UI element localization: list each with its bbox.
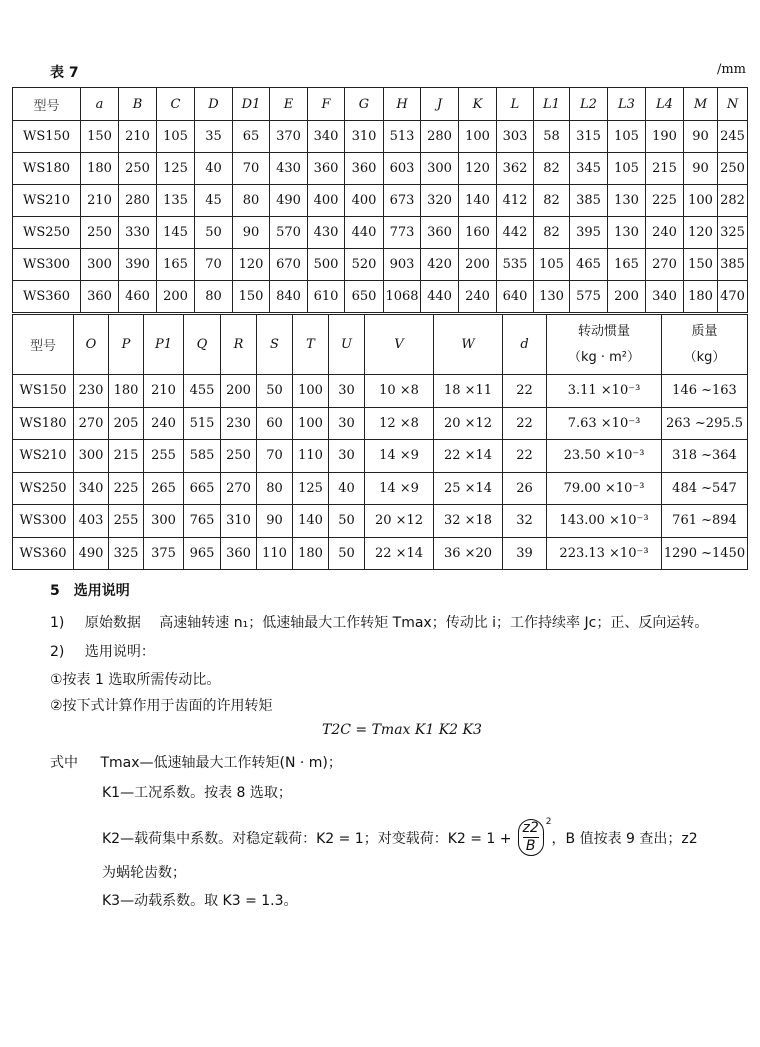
column-header: S [257,315,293,375]
table-cell: 460 [119,281,157,313]
table-cell: 300 [81,249,119,281]
table-cell: 840 [270,281,308,313]
table-cell: 80 [195,281,233,313]
table-cell: 385 [718,249,748,281]
table-cell: 22 [503,440,547,473]
table-cell: 440 [345,217,384,249]
model-cell: WS300 [13,505,74,538]
table-cell: 14 ×9 [365,440,434,473]
table-cell: 22 [503,375,547,408]
column-header: d [503,315,547,375]
table-cell: 22 ×14 [434,440,503,473]
table-cell: 12 ×8 [365,407,434,440]
table-cell: 270 [221,472,257,505]
table-cell: 200 [221,375,257,408]
table-cell: 70 [257,440,293,473]
column-header: H [384,88,421,121]
header-inertia-label: 转动惯量 [577,323,630,339]
table-cell: 520 [345,249,384,281]
table-cell: 40 [329,472,365,505]
table-cell: 360 [81,281,119,313]
column-header: Q [184,315,221,375]
table-cell: 200 [157,281,195,313]
column-header: T [293,315,329,375]
table-cell: 32 ×18 [434,505,503,538]
table-cell: 130 [608,217,646,249]
table-cell: 70 [233,153,270,185]
fraction-denominator: B [525,838,536,854]
table-cell: 145 [157,217,195,249]
table-cell: 240 [459,281,497,313]
column-header: U [329,315,365,375]
definition-tmax [50,752,342,772]
table-cell: 110 [293,440,329,473]
column-header: a [81,88,119,121]
column-header: L [497,88,534,121]
table-cell: 240 [144,407,184,440]
table-cell: 765 [184,505,221,538]
table-cell: 490 [74,537,109,570]
table-cell: 120 [459,153,497,185]
definition-k2-text: K2—载荷集中系数。对稳定载荷：K2 = 1；对变载荷：K2 = 1 + [102,830,512,847]
table-cell: 180 [684,281,718,313]
table-cell: 23.50 ×10⁻³ [547,440,662,473]
table-cell: 25 ×14 [434,472,503,505]
table-cell: 150 [81,121,119,153]
table-cell: 300 [421,153,459,185]
table-cell: 20 ×12 [365,505,434,538]
table-cell: 90 [257,505,293,538]
table-cell: 50 [257,375,293,408]
table-cell: 535 [497,249,534,281]
table-cell: 100 [459,121,497,153]
table-cell: 82 [534,153,570,185]
table-cell: 370 [270,121,308,153]
table-cell: 215 [646,153,684,185]
table-cell: 22 ×14 [365,537,434,570]
table-cell: 470 [718,281,748,313]
table-cell: 215 [109,440,144,473]
header-inertia-unit: （kg · m²） [567,349,641,365]
item-2 [50,641,155,661]
table-cell: 250 [718,153,748,185]
table-cell: 430 [270,153,308,185]
column-header: J [421,88,459,121]
model-cell: WS250 [13,217,81,249]
table-cell: 362 [497,153,534,185]
table-cell: 400 [308,185,345,217]
table-cell: 300 [74,440,109,473]
table-cell: 360 [308,153,345,185]
table-cell: 7.63 ×10⁻³ [547,407,662,440]
table-cell: 70 [195,249,233,281]
item-2-number: 2) [50,644,65,660]
item-1-text: 高速轴转速 n₁；低速轴最大工作转矩 Tmax；传动比 i；工作持续率 Jc；正、反向运转。 [159,615,709,631]
table-cell: 570 [270,217,308,249]
table-cell: 130 [534,281,570,313]
table-cell: 32 [503,505,547,538]
table-cell: 160 [459,217,497,249]
table-cell: 484 ~547 [662,472,748,505]
definition-k1: K1—工况系数。按表 8 选取； [102,785,292,801]
column-header: M [684,88,718,121]
table-cell: 325 [109,537,144,570]
table-cell: 375 [144,537,184,570]
header-model: 型号 [13,315,74,375]
table-cell: 310 [221,505,257,538]
table-cell: 1290 ~1450 [662,537,748,570]
column-header: O [74,315,109,375]
column-header: C [157,88,195,121]
column-header: W [434,315,503,375]
unit-label: /mm [716,62,746,77]
table-cell: 165 [608,249,646,281]
header-mass-label: 质量 [691,323,718,339]
table-cell: 670 [270,249,308,281]
definition-z2: 为蜗轮齿数； [102,865,186,881]
table-cell: 500 [308,249,345,281]
where-label: 式中 [50,755,78,771]
table-caption: 表 7 [50,65,79,81]
dimensions-table-2 [12,314,748,570]
table-cell: 140 [459,185,497,217]
table-cell: 90 [233,217,270,249]
column-header: D1 [233,88,270,121]
header-model: 型号 [13,88,81,121]
column-header: L1 [534,88,570,121]
model-cell: WS300 [13,249,81,281]
table-cell: 20 ×12 [434,407,503,440]
table-cell: 65 [233,121,270,153]
table-cell: 395 [570,217,608,249]
table-cell: 340 [646,281,684,313]
table-cell: 100 [293,375,329,408]
table-cell: 50 [329,537,365,570]
item-2-label: 选用说明： [84,644,155,660]
table-cell: 240 [646,217,684,249]
table-cell: 385 [570,185,608,217]
k2-fraction [518,819,544,856]
table-cell: 30 [329,407,365,440]
table-cell: 90 [684,153,718,185]
definition-k2-tail: ，B 值按表 9 查出；z2 [551,830,698,847]
table-row [13,505,748,538]
table-cell: 105 [608,153,646,185]
table-cell: 130 [608,185,646,217]
table-cell: 412 [497,185,534,217]
table-cell: 673 [384,185,421,217]
table-cell: 430 [308,217,345,249]
table-cell: 320 [421,185,459,217]
step-2: ②按下式计算作用于齿面的许用转矩 [50,698,273,714]
table-cell: 318 ~364 [662,440,748,473]
model-cell: WS210 [13,440,74,473]
table-cell: 80 [233,185,270,217]
section-title: 5 选用说明 [50,583,130,599]
table-cell: 490 [270,185,308,217]
table-cell: 610 [308,281,345,313]
table-cell: 345 [570,153,608,185]
table-row [13,249,748,281]
table-cell: 50 [195,217,233,249]
column-header: K [459,88,497,121]
table-cell: 143.00 ×10⁻³ [547,505,662,538]
table-cell: 210 [144,375,184,408]
table-cell: 255 [144,440,184,473]
table-cell: 225 [646,185,684,217]
torque-formula: T2C = Tmax K1 K2 K3 [322,722,482,738]
column-header: V [365,315,434,375]
model-cell: WS360 [13,281,81,313]
table-cell: 3.11 ×10⁻³ [547,375,662,408]
table-cell: 82 [534,217,570,249]
table-cell: 230 [74,375,109,408]
model-cell: WS360 [13,537,74,570]
table-cell: 340 [74,472,109,505]
table-cell: 30 [329,375,365,408]
table-cell: 325 [718,217,748,249]
table-cell: 30 [329,440,365,473]
column-header: L4 [646,88,684,121]
table-cell: 100 [684,185,718,217]
table-cell: 140 [293,505,329,538]
table-row [13,472,748,505]
table-cell: 40 [195,153,233,185]
table-row [13,537,748,570]
column-header: N [718,88,748,121]
table-cell: 650 [345,281,384,313]
table-cell: 225 [109,472,144,505]
table-cell: 455 [184,375,221,408]
model-cell: WS150 [13,121,81,153]
item-1-label: 原始数据 [84,615,141,631]
table-cell: 45 [195,185,233,217]
table-cell: 403 [74,505,109,538]
table-cell: 282 [718,185,748,217]
table-cell: 665 [184,472,221,505]
table-cell: 465 [570,249,608,281]
column-header: E [270,88,308,121]
table-cell: 105 [157,121,195,153]
table-cell: 761 ~894 [662,505,748,538]
table-cell: 1068 [384,281,421,313]
table-cell: 22 [503,407,547,440]
table-cell: 26 [503,472,547,505]
table-cell: 270 [646,249,684,281]
table-row [13,407,748,440]
table-row [13,121,748,153]
table-cell: 330 [119,217,157,249]
table-cell: 105 [608,121,646,153]
table-cell: 223.13 ×10⁻³ [547,537,662,570]
table-cell: 360 [345,153,384,185]
table-cell: 250 [81,217,119,249]
table-row [13,375,748,408]
table-cell: 303 [497,121,534,153]
table-cell: 14 ×9 [365,472,434,505]
header-mass [662,315,748,375]
table-cell: 773 [384,217,421,249]
item-1-number: 1) [50,615,65,631]
table-cell: 265 [144,472,184,505]
table-cell: 120 [233,249,270,281]
column-header: L2 [570,88,608,121]
model-cell: WS180 [13,407,74,440]
table-cell: 360 [421,217,459,249]
table-cell: 585 [184,440,221,473]
table-cell: 263 ~295.5 [662,407,748,440]
table-cell: 210 [81,185,119,217]
column-header: L3 [608,88,646,121]
table-cell: 515 [184,407,221,440]
table-cell: 190 [646,121,684,153]
table-cell: 280 [119,185,157,217]
table-cell: 165 [157,249,195,281]
model-cell: WS210 [13,185,81,217]
table-cell: 135 [157,185,195,217]
table-cell: 180 [81,153,119,185]
table-cell: 210 [119,121,157,153]
column-header: R [221,315,257,375]
table-cell: 79.00 ×10⁻³ [547,472,662,505]
column-header: F [308,88,345,121]
table-cell: 603 [384,153,421,185]
table-cell: 575 [570,281,608,313]
column-header: P1 [144,315,184,375]
column-header: B [119,88,157,121]
item-1 [50,612,708,632]
table-cell: 245 [718,121,748,153]
header-inertia [547,315,662,375]
model-cell: WS150 [13,375,74,408]
table-cell: 390 [119,249,157,281]
fraction-numerator: z2 [522,820,539,836]
table-cell: 60 [257,407,293,440]
dimensions-table-1 [12,87,748,313]
table-cell: 105 [534,249,570,281]
table-cell: 180 [293,537,329,570]
table-cell: 200 [459,249,497,281]
table-cell: 250 [119,153,157,185]
table-cell: 250 [221,440,257,473]
table-cell: 280 [421,121,459,153]
table-cell: 150 [684,249,718,281]
column-header: P [109,315,144,375]
table-cell: 58 [534,121,570,153]
table-cell: 125 [157,153,195,185]
table-cell: 36 ×20 [434,537,503,570]
table-cell: 180 [109,375,144,408]
table-row [13,217,748,249]
table-cell: 120 [684,217,718,249]
table-cell: 360 [221,537,257,570]
table-cell: 270 [74,407,109,440]
table-cell: 440 [421,281,459,313]
column-header: G [345,88,384,121]
table-cell: 100 [293,407,329,440]
definition-tmax-text: Tmax—低速轴最大工作转矩(N · m)； [100,755,342,771]
table-cell: 205 [109,407,144,440]
table-cell: 965 [184,537,221,570]
table-cell: 90 [684,121,718,153]
table-cell: 420 [421,249,459,281]
table-cell: 400 [345,185,384,217]
table-cell: 35 [195,121,233,153]
table-cell: 18 ×11 [434,375,503,408]
table-cell: 310 [345,121,384,153]
table-cell: 230 [221,407,257,440]
table-row [13,185,748,217]
table-cell: 442 [497,217,534,249]
table-cell: 80 [257,472,293,505]
table-cell: 255 [109,505,144,538]
model-cell: WS250 [13,472,74,505]
table-row [13,440,748,473]
table-cell: 300 [144,505,184,538]
table-cell: 82 [534,185,570,217]
header-mass-unit: （kg） [683,349,726,365]
step-1: ①按表 1 选取所需传动比。 [50,672,221,688]
table-cell: 110 [257,537,293,570]
table-cell: 315 [570,121,608,153]
definition-k2: K2—载荷集中系数。对稳定载荷：K2 = 1；对变载荷：K2 = 1 + $\frac{z2}{B}$ $^2$ ，B 值按表 9 查出；z2 [102,817,698,854]
table-cell: 640 [497,281,534,313]
table-cell: 10 ×8 [365,375,434,408]
table-row [13,153,748,185]
table-cell: 903 [384,249,421,281]
model-cell: WS180 [13,153,81,185]
definition-k3: K3—动载系数。取 K3 = 1.3。 [102,893,298,909]
table-cell: 200 [608,281,646,313]
table-cell: 39 [503,537,547,570]
table-cell: 513 [384,121,421,153]
table-cell: 50 [329,505,365,538]
table-cell: 340 [308,121,345,153]
table-cell: 150 [233,281,270,313]
column-header: D [195,88,233,121]
table-cell: 125 [293,472,329,505]
table-cell: 146 ~163 [662,375,748,408]
table-row [13,281,748,313]
